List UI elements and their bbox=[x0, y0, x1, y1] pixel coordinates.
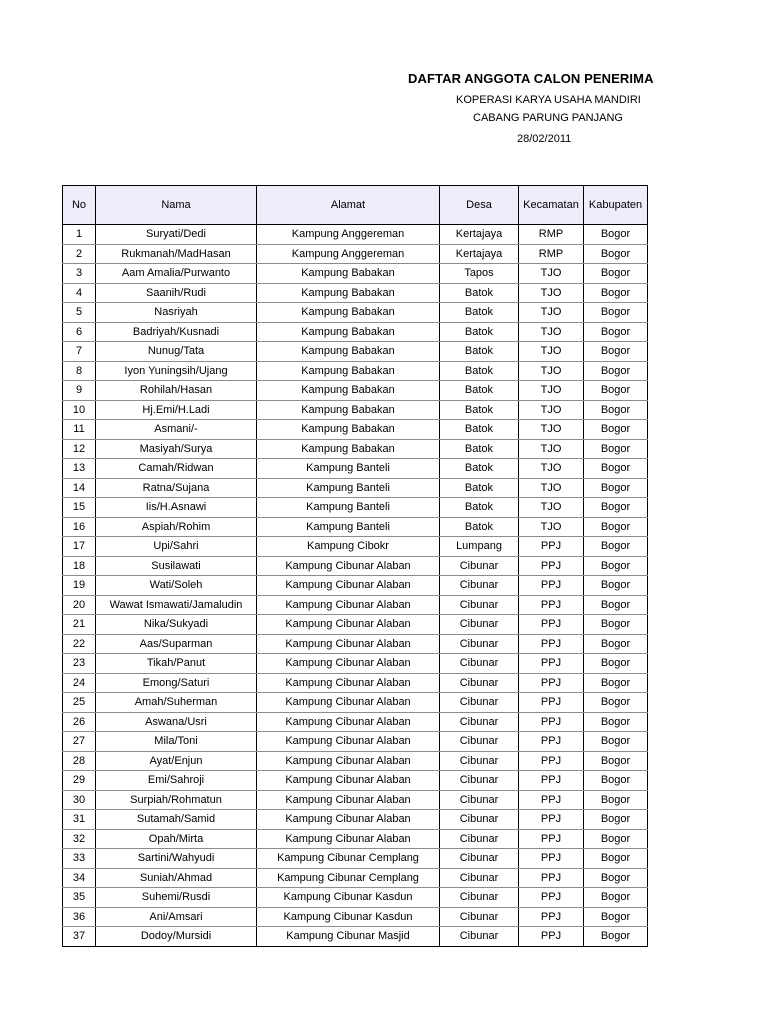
cell-nama: Sutamah/Samid bbox=[96, 810, 257, 830]
cell-no: 7 bbox=[63, 342, 96, 362]
cell-kecamatan: PPJ bbox=[519, 615, 584, 635]
cell-kabupaten: Bogor bbox=[584, 381, 648, 401]
table-row bbox=[63, 907, 648, 927]
table-body bbox=[63, 225, 648, 947]
column-header-kabupaten: Kabupaten bbox=[584, 186, 648, 225]
cell-alamat: Kampung Banteli bbox=[257, 459, 440, 479]
cell-no: 11 bbox=[63, 420, 96, 440]
cell-nama: Iis/H.Asnawi bbox=[96, 498, 257, 518]
cell-no: 18 bbox=[63, 556, 96, 576]
cell-no: 37 bbox=[63, 927, 96, 947]
table-row bbox=[63, 244, 648, 264]
cell-kabupaten: Bogor bbox=[584, 439, 648, 459]
cell-alamat: Kampung Cibunar Alaban bbox=[257, 615, 440, 635]
table-header-row bbox=[63, 186, 648, 225]
cell-kecamatan: RMP bbox=[519, 244, 584, 264]
column-header-desa: Desa bbox=[440, 186, 519, 225]
table-row bbox=[63, 576, 648, 596]
cell-desa: Cibunar bbox=[440, 849, 519, 869]
cell-kabupaten: Bogor bbox=[584, 576, 648, 596]
cell-no: 17 bbox=[63, 537, 96, 557]
table-row bbox=[63, 361, 648, 381]
cell-kabupaten: Bogor bbox=[584, 225, 648, 245]
cell-desa: Cibunar bbox=[440, 654, 519, 674]
table-row bbox=[63, 634, 648, 654]
cell-desa: Cibunar bbox=[440, 673, 519, 693]
table-row bbox=[63, 303, 648, 323]
cell-no: 27 bbox=[63, 732, 96, 752]
cell-desa: Cibunar bbox=[440, 868, 519, 888]
cell-kecamatan: TJO bbox=[519, 498, 584, 518]
cell-desa: Batok bbox=[440, 361, 519, 381]
cell-kecamatan: PPJ bbox=[519, 771, 584, 791]
table-row bbox=[63, 810, 648, 830]
cell-alamat: Kampung Cibunar Alaban bbox=[257, 751, 440, 771]
cell-nama: Wati/Soleh bbox=[96, 576, 257, 596]
cell-no: 8 bbox=[63, 361, 96, 381]
column-header-nama: Nama bbox=[96, 186, 257, 225]
column-header-kecamatan: Kecamatan bbox=[519, 186, 584, 225]
table-row bbox=[63, 829, 648, 849]
cell-alamat: Kampung Banteli bbox=[257, 517, 440, 537]
cell-nama: Amah/Suherman bbox=[96, 693, 257, 713]
cell-kecamatan: PPJ bbox=[519, 790, 584, 810]
cell-kabupaten: Bogor bbox=[584, 361, 648, 381]
cell-kecamatan: TJO bbox=[519, 381, 584, 401]
cell-alamat: Kampung Cibunar Alaban bbox=[257, 634, 440, 654]
cell-kabupaten: Bogor bbox=[584, 907, 648, 927]
table-row bbox=[63, 459, 648, 479]
cell-nama: Rukmanah/MadHasan bbox=[96, 244, 257, 264]
cell-nama: Masiyah/Surya bbox=[96, 439, 257, 459]
cell-desa: Batok bbox=[440, 400, 519, 420]
table-row bbox=[63, 673, 648, 693]
document-title: DAFTAR ANGGOTA CALON PENERIMA bbox=[408, 71, 654, 86]
cell-kabupaten: Bogor bbox=[584, 927, 648, 947]
cell-kabupaten: Bogor bbox=[584, 810, 648, 830]
cell-no: 14 bbox=[63, 478, 96, 498]
cell-nama: Nasriyah bbox=[96, 303, 257, 323]
cell-nama: Opah/Mirta bbox=[96, 829, 257, 849]
cell-no: 35 bbox=[63, 888, 96, 908]
cell-kabupaten: Bogor bbox=[584, 322, 648, 342]
cell-kabupaten: Bogor bbox=[584, 732, 648, 752]
cell-kecamatan: TJO bbox=[519, 303, 584, 323]
table-row bbox=[63, 283, 648, 303]
cell-no: 31 bbox=[63, 810, 96, 830]
cell-desa: Cibunar bbox=[440, 888, 519, 908]
cell-kecamatan: PPJ bbox=[519, 693, 584, 713]
cell-alamat: Kampung Banteli bbox=[257, 498, 440, 518]
cell-desa: Cibunar bbox=[440, 907, 519, 927]
cell-alamat: Kampung Cibunar Alaban bbox=[257, 712, 440, 732]
cell-nama: Mila/Toni bbox=[96, 732, 257, 752]
table-row bbox=[63, 615, 648, 635]
cell-kecamatan: TJO bbox=[519, 439, 584, 459]
cell-desa: Cibunar bbox=[440, 810, 519, 830]
cell-no: 29 bbox=[63, 771, 96, 791]
cell-alamat: Kampung Cibunar Alaban bbox=[257, 732, 440, 752]
cell-kabupaten: Bogor bbox=[584, 634, 648, 654]
cell-kabupaten: Bogor bbox=[584, 498, 648, 518]
document-date: 28/02/2011 bbox=[517, 133, 572, 145]
cell-alamat: Kampung Babakan bbox=[257, 439, 440, 459]
cell-desa: Cibunar bbox=[440, 771, 519, 791]
cell-no: 26 bbox=[63, 712, 96, 732]
cell-no: 34 bbox=[63, 868, 96, 888]
table-row bbox=[63, 712, 648, 732]
table-row bbox=[63, 693, 648, 713]
cell-alamat: Kampung Cibunar Kasdun bbox=[257, 907, 440, 927]
cell-kabupaten: Bogor bbox=[584, 673, 648, 693]
cell-nama: Sartini/Wahyudi bbox=[96, 849, 257, 869]
cell-desa: Cibunar bbox=[440, 576, 519, 596]
cell-no: 30 bbox=[63, 790, 96, 810]
cell-kecamatan: RMP bbox=[519, 225, 584, 245]
cell-desa: Cibunar bbox=[440, 634, 519, 654]
table-row bbox=[63, 342, 648, 362]
cell-nama: Saanih/Rudi bbox=[96, 283, 257, 303]
table-row bbox=[63, 849, 648, 869]
cell-kabupaten: Bogor bbox=[584, 342, 648, 362]
cell-kabupaten: Bogor bbox=[584, 303, 648, 323]
table-row bbox=[63, 556, 648, 576]
cell-alamat: Kampung Cibunar Alaban bbox=[257, 829, 440, 849]
cell-kecamatan: TJO bbox=[519, 400, 584, 420]
cell-no: 6 bbox=[63, 322, 96, 342]
table-row bbox=[63, 498, 648, 518]
cell-desa: Cibunar bbox=[440, 790, 519, 810]
cell-nama: Surpiah/Rohmatun bbox=[96, 790, 257, 810]
cell-no: 20 bbox=[63, 595, 96, 615]
cell-desa: Batok bbox=[440, 322, 519, 342]
table-row bbox=[63, 381, 648, 401]
cell-nama: Badriyah/Kusnadi bbox=[96, 322, 257, 342]
cell-nama: Emong/Saturi bbox=[96, 673, 257, 693]
cell-kecamatan: PPJ bbox=[519, 927, 584, 947]
cell-nama: Upi/Sahri bbox=[96, 537, 257, 557]
table-row bbox=[63, 517, 648, 537]
cell-kecamatan: PPJ bbox=[519, 576, 584, 596]
table-row bbox=[63, 732, 648, 752]
cell-nama: Rohilah/Hasan bbox=[96, 381, 257, 401]
cell-alamat: Kampung Anggereman bbox=[257, 244, 440, 264]
cell-kecamatan: PPJ bbox=[519, 732, 584, 752]
cell-no: 15 bbox=[63, 498, 96, 518]
cell-alamat: Kampung Cibunar Alaban bbox=[257, 693, 440, 713]
cell-kecamatan: TJO bbox=[519, 478, 584, 498]
cell-nama: Asmani/- bbox=[96, 420, 257, 440]
cell-no: 12 bbox=[63, 439, 96, 459]
cell-no: 4 bbox=[63, 283, 96, 303]
cell-no: 25 bbox=[63, 693, 96, 713]
cell-desa: Batok bbox=[440, 381, 519, 401]
cell-kabupaten: Bogor bbox=[584, 888, 648, 908]
cell-kabupaten: Bogor bbox=[584, 400, 648, 420]
table-row bbox=[63, 654, 648, 674]
cell-alamat: Kampung Cibokr bbox=[257, 537, 440, 557]
cell-kecamatan: PPJ bbox=[519, 810, 584, 830]
cell-alamat: Kampung Cibunar Kasdun bbox=[257, 888, 440, 908]
cell-desa: Cibunar bbox=[440, 927, 519, 947]
cell-alamat: Kampung Cibunar Cemplang bbox=[257, 868, 440, 888]
cell-nama: Aspiah/Rohim bbox=[96, 517, 257, 537]
cell-no: 1 bbox=[63, 225, 96, 245]
cell-kabupaten: Bogor bbox=[584, 478, 648, 498]
cell-desa: Cibunar bbox=[440, 556, 519, 576]
cell-alamat: Kampung Babakan bbox=[257, 420, 440, 440]
table-row bbox=[63, 322, 648, 342]
cell-kecamatan: TJO bbox=[519, 420, 584, 440]
table-row bbox=[63, 537, 648, 557]
cell-kabupaten: Bogor bbox=[584, 264, 648, 284]
cell-kabupaten: Bogor bbox=[584, 459, 648, 479]
table-row bbox=[63, 927, 648, 947]
cell-desa: Kertajaya bbox=[440, 225, 519, 245]
cell-kabupaten: Bogor bbox=[584, 283, 648, 303]
cell-desa: Cibunar bbox=[440, 712, 519, 732]
table-row bbox=[63, 790, 648, 810]
cell-kecamatan: PPJ bbox=[519, 595, 584, 615]
member-table bbox=[62, 185, 648, 947]
table-row bbox=[63, 595, 648, 615]
table-row bbox=[63, 264, 648, 284]
cell-nama: Suhemi/Rusdi bbox=[96, 888, 257, 908]
column-header-no: No bbox=[63, 186, 96, 225]
cell-nama: Ani/Amsari bbox=[96, 907, 257, 927]
cell-kabupaten: Bogor bbox=[584, 420, 648, 440]
cell-no: 23 bbox=[63, 654, 96, 674]
cell-kecamatan: PPJ bbox=[519, 634, 584, 654]
cell-desa: Batok bbox=[440, 498, 519, 518]
cell-nama: Suniah/Ahmad bbox=[96, 868, 257, 888]
cell-desa: Cibunar bbox=[440, 615, 519, 635]
cell-nama: Dodoy/Mursidi bbox=[96, 927, 257, 947]
cell-no: 13 bbox=[63, 459, 96, 479]
cell-kecamatan: TJO bbox=[519, 517, 584, 537]
cell-alamat: Kampung Babakan bbox=[257, 303, 440, 323]
cell-no: 9 bbox=[63, 381, 96, 401]
cell-kabupaten: Bogor bbox=[584, 790, 648, 810]
cell-kabupaten: Bogor bbox=[584, 654, 648, 674]
cell-nama: Emi/Sahroji bbox=[96, 771, 257, 791]
cell-nama: Ayat/Enjun bbox=[96, 751, 257, 771]
cell-desa: Cibunar bbox=[440, 732, 519, 752]
cell-desa: Cibunar bbox=[440, 751, 519, 771]
cell-desa: Cibunar bbox=[440, 693, 519, 713]
cell-kabupaten: Bogor bbox=[584, 693, 648, 713]
cell-nama: Hj.Emi/H.Ladi bbox=[96, 400, 257, 420]
organization-name: KOPERASI KARYA USAHA MANDIRI bbox=[456, 94, 641, 106]
table-row bbox=[63, 888, 648, 908]
cell-kabupaten: Bogor bbox=[584, 829, 648, 849]
cell-alamat: Kampung Banteli bbox=[257, 478, 440, 498]
cell-kabupaten: Bogor bbox=[584, 751, 648, 771]
cell-alamat: Kampung Cibunar Alaban bbox=[257, 595, 440, 615]
cell-kecamatan: PPJ bbox=[519, 849, 584, 869]
cell-alamat: Kampung Babakan bbox=[257, 322, 440, 342]
cell-kecamatan: PPJ bbox=[519, 673, 584, 693]
cell-desa: Batok bbox=[440, 517, 519, 537]
cell-desa: Batok bbox=[440, 439, 519, 459]
cell-kabupaten: Bogor bbox=[584, 556, 648, 576]
cell-desa: Tapos bbox=[440, 264, 519, 284]
cell-kecamatan: PPJ bbox=[519, 888, 584, 908]
cell-kecamatan: TJO bbox=[519, 322, 584, 342]
table-row bbox=[63, 400, 648, 420]
cell-kabupaten: Bogor bbox=[584, 849, 648, 869]
cell-kecamatan: PPJ bbox=[519, 907, 584, 927]
cell-kecamatan: TJO bbox=[519, 264, 584, 284]
cell-no: 5 bbox=[63, 303, 96, 323]
cell-alamat: Kampung Babakan bbox=[257, 342, 440, 362]
cell-alamat: Kampung Cibunar Alaban bbox=[257, 790, 440, 810]
table-row bbox=[63, 751, 648, 771]
table-row bbox=[63, 420, 648, 440]
cell-kabupaten: Bogor bbox=[584, 244, 648, 264]
cell-alamat: Kampung Cibunar Alaban bbox=[257, 810, 440, 830]
table-row bbox=[63, 478, 648, 498]
cell-no: 10 bbox=[63, 400, 96, 420]
cell-nama: Nunug/Tata bbox=[96, 342, 257, 362]
cell-no: 28 bbox=[63, 751, 96, 771]
cell-nama: Aswana/Usri bbox=[96, 712, 257, 732]
cell-kecamatan: PPJ bbox=[519, 868, 584, 888]
cell-nama: Nika/Sukyadi bbox=[96, 615, 257, 635]
cell-no: 3 bbox=[63, 264, 96, 284]
cell-nama: Camah/Ridwan bbox=[96, 459, 257, 479]
cell-alamat: Kampung Anggereman bbox=[257, 225, 440, 245]
cell-alamat: Kampung Babakan bbox=[257, 400, 440, 420]
cell-desa: Cibunar bbox=[440, 829, 519, 849]
cell-no: 24 bbox=[63, 673, 96, 693]
cell-no: 19 bbox=[63, 576, 96, 596]
cell-kabupaten: Bogor bbox=[584, 517, 648, 537]
cell-alamat: Kampung Cibunar Alaban bbox=[257, 673, 440, 693]
column-header-alamat: Alamat bbox=[257, 186, 440, 225]
cell-kecamatan: PPJ bbox=[519, 712, 584, 732]
cell-nama: Aas/Suparman bbox=[96, 634, 257, 654]
cell-desa: Batok bbox=[440, 459, 519, 479]
cell-alamat: Kampung Babakan bbox=[257, 381, 440, 401]
cell-alamat: Kampung Cibunar Alaban bbox=[257, 771, 440, 791]
cell-desa: Kertajaya bbox=[440, 244, 519, 264]
cell-desa: Lumpang bbox=[440, 537, 519, 557]
cell-no: 16 bbox=[63, 517, 96, 537]
cell-kecamatan: PPJ bbox=[519, 556, 584, 576]
cell-kecamatan: PPJ bbox=[519, 537, 584, 557]
cell-alamat: Kampung Cibunar Alaban bbox=[257, 556, 440, 576]
cell-alamat: Kampung Babakan bbox=[257, 264, 440, 284]
cell-kabupaten: Bogor bbox=[584, 712, 648, 732]
cell-nama: Aam Amalia/Purwanto bbox=[96, 264, 257, 284]
cell-desa: Cibunar bbox=[440, 595, 519, 615]
cell-nama: Iyon Yuningsih/Ujang bbox=[96, 361, 257, 381]
cell-desa: Batok bbox=[440, 420, 519, 440]
cell-nama: Ratna/Sujana bbox=[96, 478, 257, 498]
cell-desa: Batok bbox=[440, 303, 519, 323]
cell-kabupaten: Bogor bbox=[584, 771, 648, 791]
cell-kabupaten: Bogor bbox=[584, 615, 648, 635]
branch-name: CABANG PARUNG PANJANG bbox=[473, 112, 623, 124]
cell-kecamatan: TJO bbox=[519, 283, 584, 303]
cell-alamat: Kampung Babakan bbox=[257, 361, 440, 381]
cell-nama: Susilawati bbox=[96, 556, 257, 576]
cell-alamat: Kampung Cibunar Cemplang bbox=[257, 849, 440, 869]
cell-no: 36 bbox=[63, 907, 96, 927]
cell-alamat: Kampung Cibunar Alaban bbox=[257, 654, 440, 674]
cell-no: 2 bbox=[63, 244, 96, 264]
table-row bbox=[63, 439, 648, 459]
cell-kecamatan: PPJ bbox=[519, 751, 584, 771]
cell-kecamatan: TJO bbox=[519, 459, 584, 479]
cell-alamat: Kampung Babakan bbox=[257, 283, 440, 303]
cell-alamat: Kampung Cibunar Alaban bbox=[257, 576, 440, 596]
cell-kecamatan: TJO bbox=[519, 342, 584, 362]
cell-alamat: Kampung Cibunar Masjid bbox=[257, 927, 440, 947]
cell-no: 33 bbox=[63, 849, 96, 869]
cell-kecamatan: TJO bbox=[519, 361, 584, 381]
cell-no: 22 bbox=[63, 634, 96, 654]
cell-desa: Batok bbox=[440, 342, 519, 362]
cell-kabupaten: Bogor bbox=[584, 537, 648, 557]
table-row bbox=[63, 771, 648, 791]
cell-nama: Wawat Ismawati/Jamaludin bbox=[96, 595, 257, 615]
cell-no: 32 bbox=[63, 829, 96, 849]
cell-kabupaten: Bogor bbox=[584, 868, 648, 888]
cell-kecamatan: PPJ bbox=[519, 654, 584, 674]
cell-no: 21 bbox=[63, 615, 96, 635]
table-row bbox=[63, 225, 648, 245]
cell-nama: Suryati/Dedi bbox=[96, 225, 257, 245]
cell-nama: Tikah/Panut bbox=[96, 654, 257, 674]
cell-kabupaten: Bogor bbox=[584, 595, 648, 615]
cell-kecamatan: PPJ bbox=[519, 829, 584, 849]
table-row bbox=[63, 868, 648, 888]
cell-desa: Batok bbox=[440, 478, 519, 498]
cell-desa: Batok bbox=[440, 283, 519, 303]
